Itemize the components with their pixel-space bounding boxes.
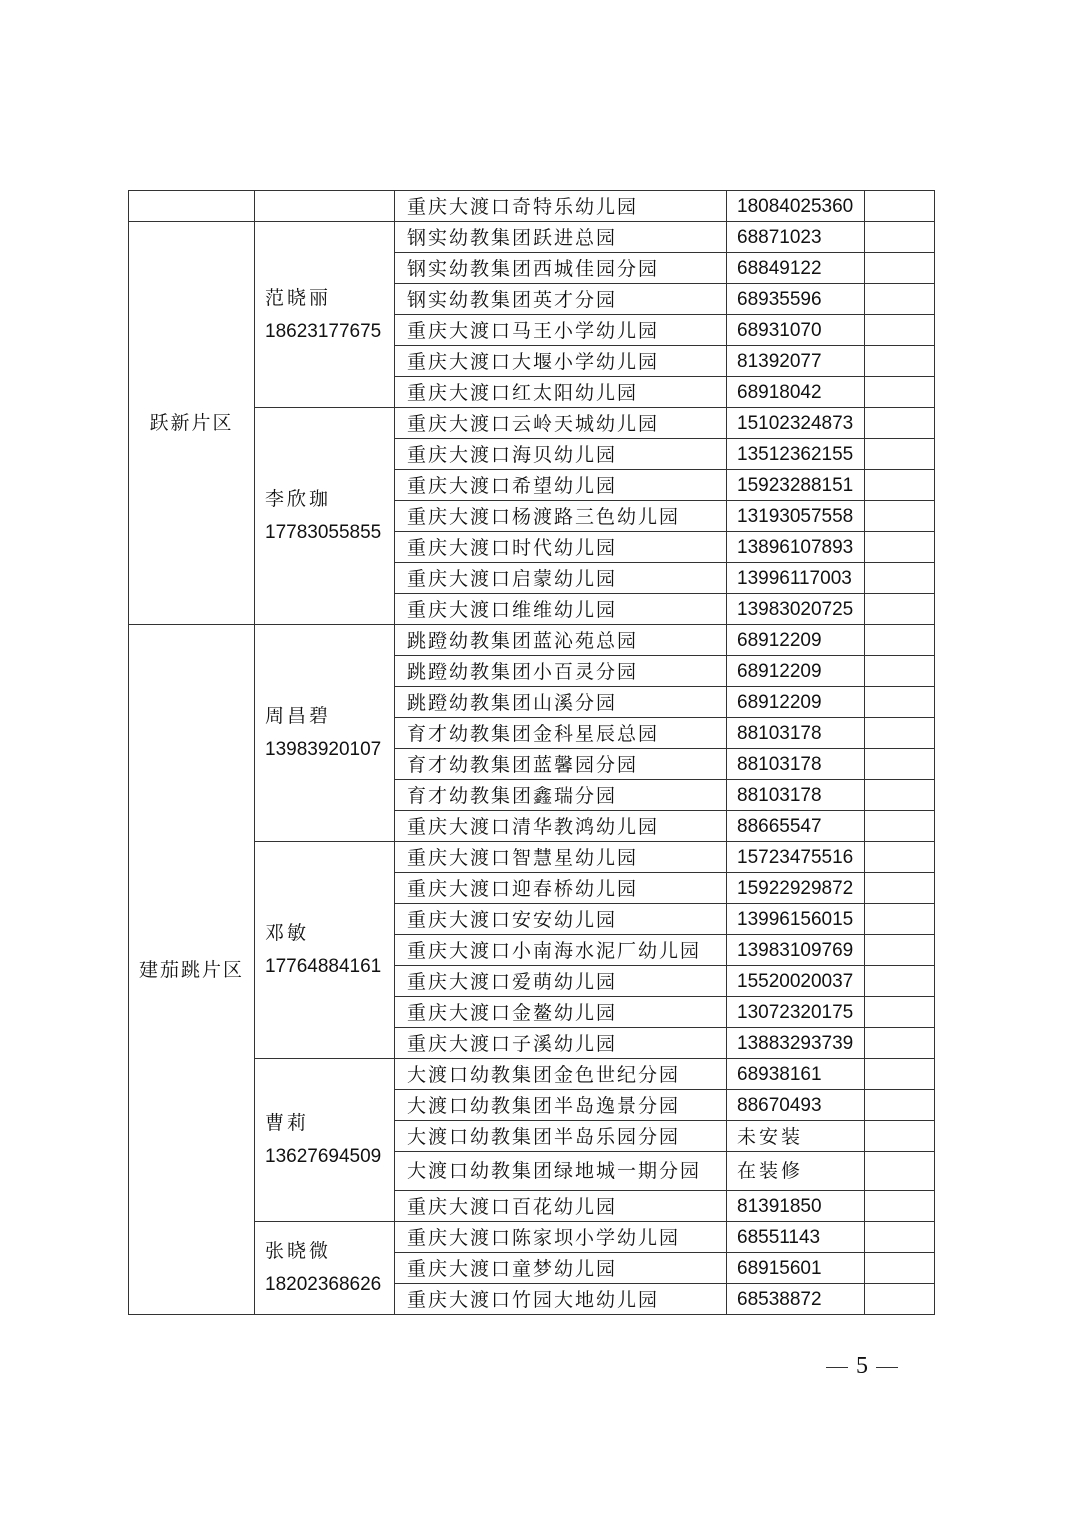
- blank-cell: [865, 1253, 935, 1284]
- supervisor-cell: [255, 842, 395, 1059]
- blank-cell: [865, 1090, 935, 1121]
- kindergarten-phone: 13193057558: [727, 501, 865, 532]
- blank-cell: [865, 284, 935, 315]
- kindergarten-phone: 88103178: [727, 718, 865, 749]
- supervisor-phone: 17764884161: [265, 956, 382, 977]
- kindergarten-phone: 13072320175: [727, 997, 865, 1028]
- kindergarten-phone: 15102324873: [727, 408, 865, 439]
- supervisor-cell: [255, 1059, 395, 1222]
- kindergarten-name: 重庆大渡口马王小学幼儿园: [395, 315, 727, 346]
- kindergarten-phone: 68551143: [727, 1222, 865, 1253]
- kindergarten-phone: 68938161: [727, 1059, 865, 1090]
- blank-cell: [865, 811, 935, 842]
- blank-cell: [865, 1222, 935, 1253]
- blank-cell: [865, 997, 935, 1028]
- blank-cell: [865, 439, 935, 470]
- kindergarten-name: 钢实幼教集团跃进总园: [395, 222, 727, 253]
- blank-cell: [865, 1059, 935, 1090]
- kindergarten-phone: 68871023: [727, 222, 865, 253]
- blank-cell: [865, 780, 935, 811]
- kindergarten-phone: 88670493: [727, 1090, 865, 1121]
- blank-cell: [865, 966, 935, 997]
- kindergarten-phone: 68912209: [727, 687, 865, 718]
- supervisor-cell: [255, 625, 395, 842]
- supervisor-cell: [255, 408, 395, 625]
- blank-cell: [865, 625, 935, 656]
- supervisor-name: 李欣珈: [265, 488, 332, 510]
- kindergarten-name: 育才幼教集团蓝馨园分园: [395, 749, 727, 780]
- supervisor-name: 邓敏: [265, 922, 310, 944]
- kindergarten-name: 大渡口幼教集团绿地城一期分园: [395, 1152, 727, 1191]
- kindergarten-name: 重庆大渡口子溪幼儿园: [395, 1028, 727, 1059]
- kindergarten-phone: 18084025360: [727, 191, 865, 222]
- kindergarten-phone: 68918042: [727, 377, 865, 408]
- kindergarten-name: 重庆大渡口竹园大地幼儿园: [395, 1284, 727, 1315]
- kindergarten-name: 跳蹬幼教集团山溪分园: [395, 687, 727, 718]
- kindergarten-phone: 13512362155: [727, 439, 865, 470]
- supervisor-phone: 18202368626: [265, 1274, 382, 1295]
- kindergarten-name: 育才幼教集团金科星辰总园: [395, 718, 727, 749]
- supervisor-phone: 17783055855: [265, 522, 382, 543]
- kindergarten-name: 跳蹬幼教集团蓝沁苑总园: [395, 625, 727, 656]
- kindergarten-name: 大渡口幼教集团金色世纪分园: [395, 1059, 727, 1090]
- blank-cell: [865, 532, 935, 563]
- kindergarten-phone: 68912209: [727, 656, 865, 687]
- kindergarten-name: 钢实幼教集团西城佳园分园: [395, 253, 727, 284]
- kindergarten-phone: 13983020725: [727, 594, 865, 625]
- kindergarten-name: 重庆大渡口杨渡路三色幼儿园: [395, 501, 727, 532]
- kindergarten-phone: 13983109769: [727, 935, 865, 966]
- blank-cell: [865, 749, 935, 780]
- kindergarten-phone: 15923288151: [727, 470, 865, 501]
- kindergarten-phone: 13896107893: [727, 532, 865, 563]
- blank-cell: [865, 718, 935, 749]
- blank-cell: [865, 501, 935, 532]
- blank-cell: [865, 253, 935, 284]
- supervisor-cell: [255, 222, 395, 408]
- supervisor-name: 周昌碧: [265, 705, 332, 727]
- blank-cell: [865, 1028, 935, 1059]
- blank-cell: [865, 904, 935, 935]
- kindergarten-name: 钢实幼教集团英才分园: [395, 284, 727, 315]
- supervisor-name: 范晓丽: [265, 286, 332, 309]
- kindergarten-name: 重庆大渡口金鳌幼儿园: [395, 997, 727, 1028]
- kindergarten-phone: 68538872: [727, 1284, 865, 1315]
- kindergarten-phone: 68935596: [727, 284, 865, 315]
- page-number-value: 5: [856, 1353, 868, 1379]
- kindergarten-phone: 68849122: [727, 253, 865, 284]
- kindergarten-phone: 13996117003: [727, 563, 865, 594]
- kindergarten-name: 重庆大渡口奇特乐幼儿园: [395, 191, 727, 222]
- kindergarten-name: 重庆大渡口安安幼儿园: [395, 904, 727, 935]
- kindergarten-name: 重庆大渡口时代幼儿园: [395, 532, 727, 563]
- blank-cell: [865, 656, 935, 687]
- supervisor-cell: [255, 191, 395, 222]
- blank-cell: [865, 842, 935, 873]
- kindergarten-phone: 15922929872: [727, 873, 865, 904]
- kindergarten-phone: 68931070: [727, 315, 865, 346]
- table-row: [129, 191, 935, 222]
- supervisor-phone: 13983920107: [265, 739, 382, 760]
- district-cell: 建茄跳片区: [129, 625, 255, 1315]
- kindergarten-phone: 68915601: [727, 1253, 865, 1284]
- kindergarten-name: 重庆大渡口智慧星幼儿园: [395, 842, 727, 873]
- kindergarten-name: 大渡口幼教集团半岛乐园分园: [395, 1121, 727, 1152]
- kindergarten-name: 重庆大渡口爱萌幼儿园: [395, 966, 727, 997]
- dash-left: [826, 1367, 848, 1368]
- blank-cell: [865, 594, 935, 625]
- blank-cell: [865, 346, 935, 377]
- kindergarten-name: 重庆大渡口小南海水泥厂幼儿园: [395, 935, 727, 966]
- kindergarten-name: 重庆大渡口维维幼儿园: [395, 594, 727, 625]
- kindergarten-phone: 13883293739: [727, 1028, 865, 1059]
- blank-cell: [865, 1152, 935, 1191]
- blank-cell: [865, 222, 935, 253]
- dash-right: [876, 1367, 898, 1368]
- kindergarten-name: 重庆大渡口童梦幼儿园: [395, 1253, 727, 1284]
- kindergarten-phone: 81391850: [727, 1191, 865, 1222]
- kindergarten-name: 重庆大渡口红太阳幼儿园: [395, 377, 727, 408]
- kindergarten-name: 大渡口幼教集团半岛逸景分园: [395, 1090, 727, 1121]
- kindergarten-phone: 81392077: [727, 346, 865, 377]
- page-number: [818, 1353, 906, 1380]
- supervisor-phone: 13627694509: [265, 1146, 382, 1167]
- kindergarten-name: 重庆大渡口百花幼儿园: [395, 1191, 727, 1222]
- blank-cell: [865, 687, 935, 718]
- kindergarten-contact-table: [128, 190, 935, 1315]
- table-row: [129, 625, 935, 656]
- blank-cell: [865, 1121, 935, 1152]
- supervisor-name: 曹莉: [265, 1112, 310, 1134]
- kindergarten-phone: 88103178: [727, 749, 865, 780]
- kindergarten-name: 重庆大渡口云岭天城幼儿园: [395, 408, 727, 439]
- kindergarten-name: 重庆大渡口清华教鸿幼儿园: [395, 811, 727, 842]
- blank-cell: [865, 1191, 935, 1222]
- kindergarten-phone: 在装修: [727, 1152, 865, 1191]
- supervisor-name: 张晓微: [265, 1240, 332, 1262]
- blank-cell: [865, 935, 935, 966]
- kindergarten-name: 重庆大渡口希望幼儿园: [395, 470, 727, 501]
- blank-cell: [865, 1284, 935, 1315]
- kindergarten-phone: 未安装: [727, 1121, 865, 1152]
- kindergarten-name: 育才幼教集团鑫瑞分园: [395, 780, 727, 811]
- kindergarten-phone: 88665547: [727, 811, 865, 842]
- blank-cell: [865, 873, 935, 904]
- blank-cell: [865, 470, 935, 501]
- blank-cell: [865, 408, 935, 439]
- kindergarten-phone: 15520020037: [727, 966, 865, 997]
- district-cell: 跃新片区: [129, 222, 255, 625]
- supervisor-phone: 18623177675: [265, 320, 382, 342]
- kindergarten-name: 重庆大渡口大堰小学幼儿园: [395, 346, 727, 377]
- kindergarten-name: 重庆大渡口陈家坝小学幼儿园: [395, 1222, 727, 1253]
- kindergarten-phone: 13996156015: [727, 904, 865, 935]
- kindergarten-phone: 68912209: [727, 625, 865, 656]
- kindergarten-name: 重庆大渡口迎春桥幼儿园: [395, 873, 727, 904]
- table-row: [129, 222, 935, 253]
- blank-cell: [865, 315, 935, 346]
- kindergarten-name: 跳蹬幼教集团小百灵分园: [395, 656, 727, 687]
- supervisor-cell: [255, 1222, 395, 1315]
- kindergarten-phone: 15723475516: [727, 842, 865, 873]
- kindergarten-name: 重庆大渡口启蒙幼儿园: [395, 563, 727, 594]
- kindergarten-phone: 88103178: [727, 780, 865, 811]
- kindergarten-name: 重庆大渡口海贝幼儿园: [395, 439, 727, 470]
- blank-cell: [865, 191, 935, 222]
- blank-cell: [865, 563, 935, 594]
- blank-cell: [865, 377, 935, 408]
- district-cell: [129, 191, 255, 222]
